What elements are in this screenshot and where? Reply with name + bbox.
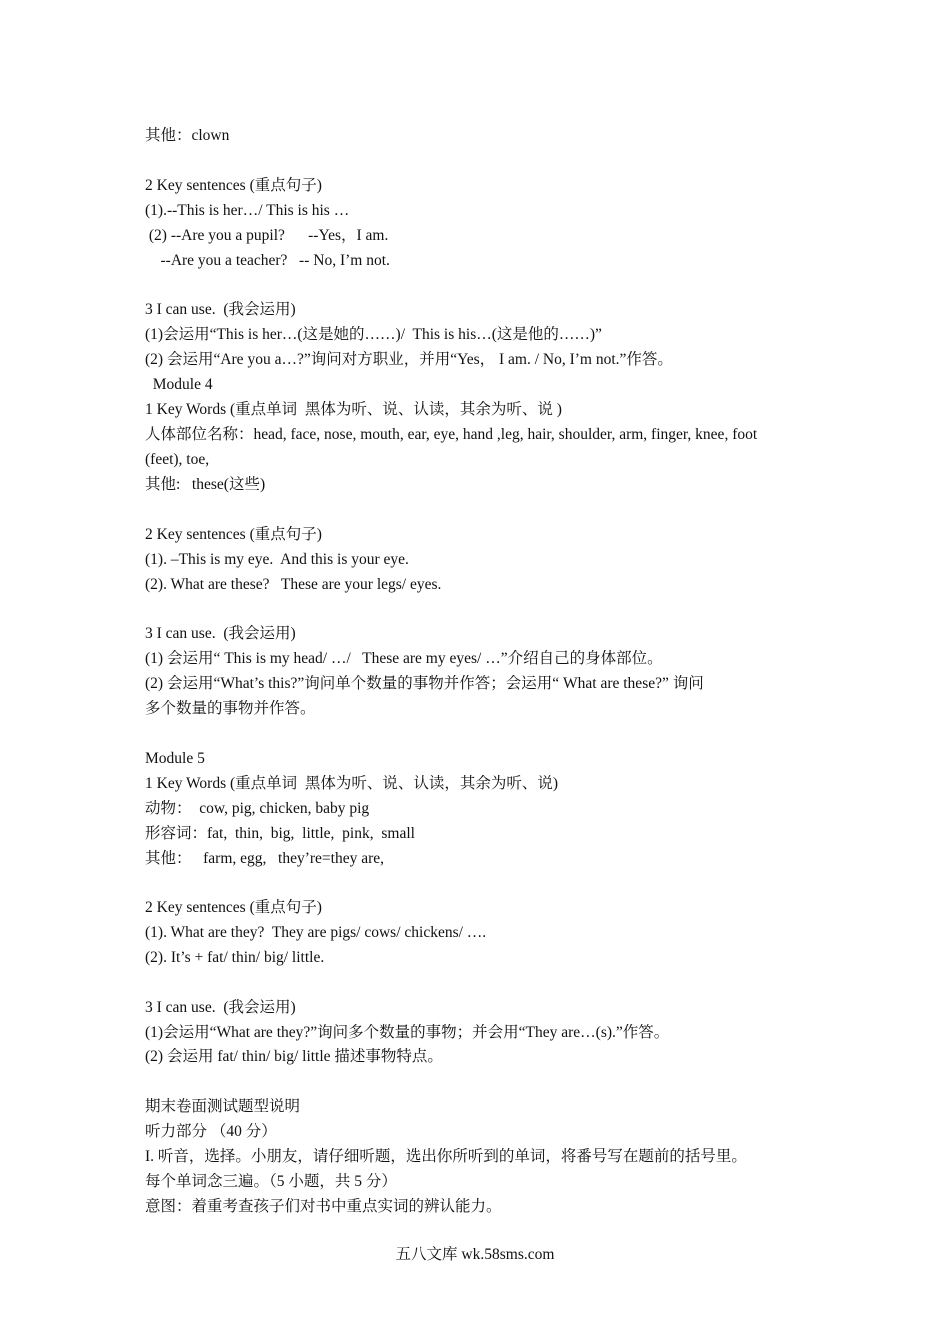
section-heading: 3 I can use. (我会运用): [145, 625, 296, 642]
section-heading: 3 I can use. (我会运用): [145, 301, 296, 318]
text-line: 人体部位名称：head, face, nose, mouth, ear, eye, hand ,leg, hair, shoulder, arm, finger, knee, foot: [145, 426, 758, 443]
text-line: 其他： farm, egg, they’re=they are,: [145, 850, 385, 867]
module-heading: Module 4: [145, 376, 213, 393]
text-line: 意图：着重考查孩子们对书中重点实词的辨认能力。: [145, 1198, 502, 1215]
text-line: (1) 会运用“ This is my head/ …/ These are my eyes/ …”介绍自己的身体部位。: [145, 650, 663, 667]
text-line: 其他：clown: [145, 127, 230, 144]
text-line: I. 听音，选择。小朋友，请仔细听题，选出你所听到的单词，将番号写在题前的括号里。: [145, 1148, 747, 1165]
text-line: (2) --Are you a pupil? --Yes，I am.: [145, 227, 389, 244]
text-line: (2) 会运用“Are you a…?”询问对方职业，并用“Yes， I am. / No, I’m not.”作答。: [145, 351, 673, 368]
text-line: 动物： cow, pig, chicken, baby pig: [145, 800, 370, 817]
text-line: (2) 会运用“What’s this?”询问单个数量的事物并作答；会运用“ What are these?” 询问: [145, 675, 704, 692]
module-heading: Module 5: [145, 750, 205, 767]
text-line: 多个数量的事物并作答。: [145, 700, 316, 717]
text-line: (2). It’s + fat/ thin/ big/ little.: [145, 949, 325, 966]
text-line: (2). What are these? These are your legs/ eyes.: [145, 576, 442, 593]
text-line: (feet), toe,: [145, 451, 210, 468]
text-line: 听力部分 （40 分）: [145, 1123, 277, 1140]
section-heading: 3 I can use. (我会运用): [145, 999, 296, 1016]
section-heading: 2 Key sentences (重点句子): [145, 526, 322, 543]
text-line: (1). What are they? They are pigs/ cows/ chickens/ ….: [145, 924, 487, 941]
section-heading: 1 Key Words (重点单词 黑体为听、说、认读，其余为听、说 ): [145, 401, 562, 418]
section-heading: 期末卷面测试题型说明: [145, 1098, 301, 1115]
page-footer: 五八文库 wk.58sms.com: [395, 1246, 555, 1263]
text-line: (1)会运用“What are they?”询问多个数量的事物；并会用“They are…(s).”作答。: [145, 1024, 670, 1041]
text-line: 形容词：fat, thin, big, little, pink, small: [145, 825, 415, 842]
text-line: (1)会运用“This is her…(这是她的……)/ This is his…(这是他的……)”: [145, 326, 602, 343]
text-line: --Are you a teacher? -- No, I’m not.: [145, 252, 390, 269]
text-line: (1). –This is my eye. And this is your eye.: [145, 551, 409, 568]
section-heading: 1 Key Words (重点单词 黑体为听、说、认读，其余为听、说): [145, 775, 559, 792]
text-line: (2) 会运用 fat/ thin/ big/ little 描述事物特点。: [145, 1048, 443, 1065]
text-line: 每个单词念三遍。（5 小题，共 5 分）: [145, 1173, 397, 1190]
section-heading: 2 Key sentences (重点句子): [145, 177, 322, 194]
section-heading: 2 Key sentences (重点句子): [145, 899, 322, 916]
text-line: 其他: these(这些): [145, 476, 266, 493]
text-line: (1).--This is her…/ This is his …: [145, 202, 350, 219]
